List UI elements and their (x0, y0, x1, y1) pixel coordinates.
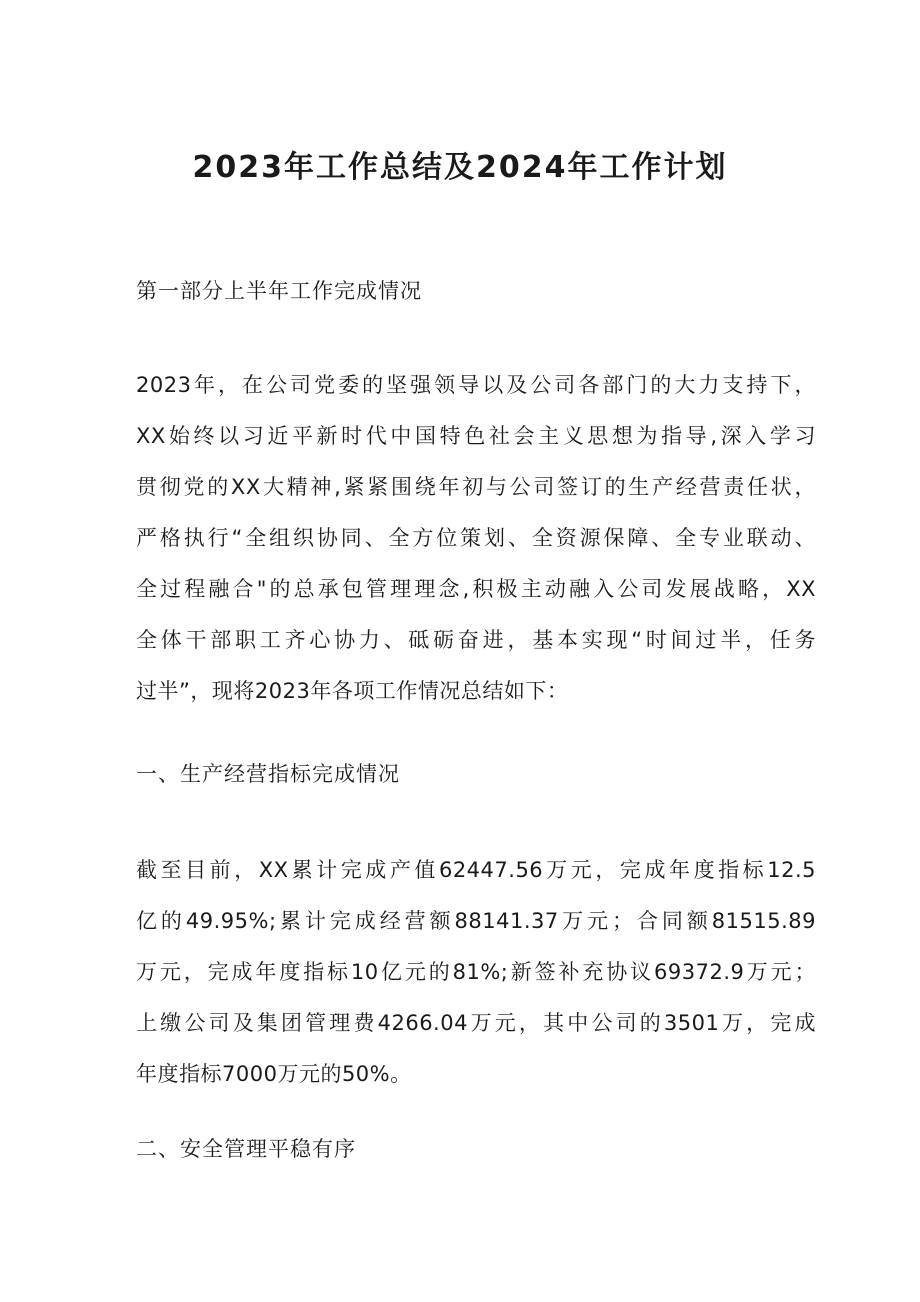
paragraph-line: 上缴公司及集团管理费4266.04万元，其中公司的3501万，完成 (136, 1011, 816, 1035)
paragraph-line: 年度指标7000万元的50%。 (136, 1062, 412, 1086)
paragraph-line: 亿的49.95%;累计完成经营额88141.37万元；合同额81515.89 (136, 909, 816, 933)
section-heading-part-one: 第一部分上半年工作完成情况 (136, 279, 422, 303)
paragraph-line: 全过程融合"的总承包管理理念,积极主动融入公司发展战略，XX (136, 577, 816, 601)
paragraph-line: 过半”，现将2023年各项工作情况总结如下： (136, 679, 569, 703)
indicators-paragraph (136, 845, 816, 1100)
paragraph-line: 截至目前，XX累计完成产值62447.56万元，完成年度指标12.5 (136, 858, 816, 882)
paragraph-line: 全体干部职工齐心协力、砥砺奋进，基本实现“时间过半，任务 (136, 628, 816, 652)
paragraph-line: 万元，完成年度指标10亿元的81%;新签补充协议69372.9万元； (136, 960, 816, 984)
section-heading-safety: 二、安全管理平稳有序 (136, 1137, 356, 1161)
paragraph-line: XX始终以习近平新时代中国特色社会主义思想为指导,深入学习 (136, 424, 816, 448)
paragraph-line: 贯彻党的XX大精神,紧紧围绕年初与公司签订的生产经营责任状， (136, 475, 816, 499)
paragraph-line: 2023年，在公司党委的坚强领导以及公司各部门的大力支持下， (136, 373, 816, 397)
paragraph-line: 严格执行“全组织协同、全方位策划、全资源保障、全专业联动、 (136, 526, 816, 550)
document-title: 2023年工作总结及2024年工作计划 (192, 150, 728, 185)
intro-paragraph (136, 360, 816, 717)
section-heading-production: 一、生产经营指标完成情况 (136, 762, 400, 786)
